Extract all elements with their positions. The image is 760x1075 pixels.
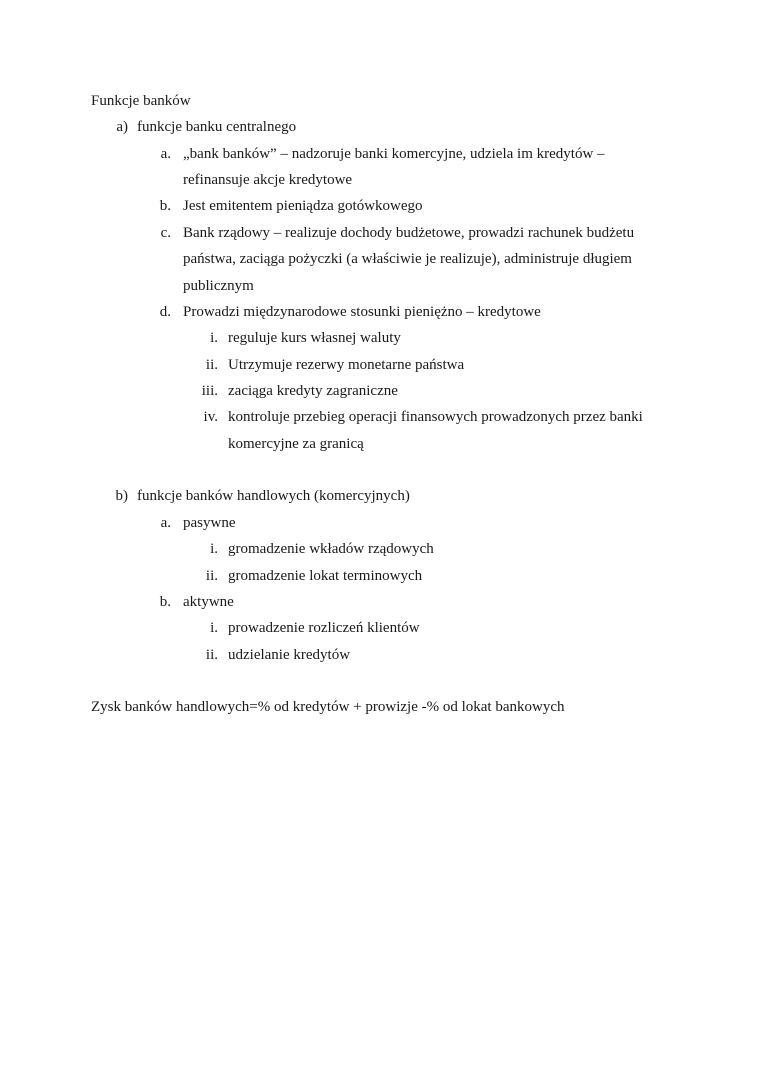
list-item-text: publicznym <box>183 278 254 294</box>
list-item-text: „bank banków” – nadzoruje banki komercyjne, udziela im kredytów – <box>183 146 605 162</box>
sub-item-text: zaciąga kredyty zagraniczne <box>228 383 398 399</box>
list-item-marker: a. <box>160 515 171 531</box>
sub-item-text: gromadzenie lokat terminowych <box>228 568 423 584</box>
list-item-marker: b. <box>159 198 171 214</box>
list-item-marker: d. <box>159 304 171 320</box>
list-item-text: państwa, zaciąga pożyczki (a właściwie je realizuje), administruje długiem <box>183 251 632 267</box>
profit-formula: Zysk banków handlowych=% od kredytów + prowizje -% od lokat bankowych <box>91 699 565 715</box>
sub-item-text: prowadzenie rozliczeń klientów <box>228 620 420 636</box>
sub-item-marker: i. <box>210 330 218 346</box>
sub-item-text: udzielanie kredytów <box>228 647 351 663</box>
list-item-text: Jest emitentem pieniądza gotówkowego <box>183 198 423 214</box>
sub-item-marker: ii. <box>205 357 218 373</box>
list-item-marker: c. <box>160 225 171 241</box>
list-item-marker: a. <box>160 146 171 162</box>
sub-item-text: Utrzymuje rezerwy monetarne państwa <box>228 357 465 373</box>
list-item-marker: b. <box>159 594 171 610</box>
sub-item-marker: iii. <box>201 383 218 399</box>
sub-item-text: kontroluje przebieg operacji finansowych prowadzonych przez banki <box>228 409 643 425</box>
section-b-marker: b) <box>115 488 128 504</box>
section-a-marker: a) <box>116 119 128 135</box>
section-b-heading: funkcje banków handlowych (komercyjnych) <box>137 488 410 504</box>
sub-item-marker: i. <box>210 620 218 636</box>
page-title: Funkcje banków <box>91 93 191 109</box>
sub-item-marker: iv. <box>203 409 218 425</box>
list-item-text: Prowadzi międzynarodowe stosunki pieniężno – kredytowe <box>183 304 541 320</box>
sub-item-text: gromadzenie wkładów rządowych <box>228 541 434 557</box>
section-a-heading: funkcje banku centralnego <box>137 119 297 135</box>
list-item-text: Bank rządowy – realizuje dochody budżetowe, prowadzi rachunek budżetu <box>183 225 635 241</box>
list-item-text: refinansuje akcje kredytowe <box>183 172 353 188</box>
sub-item-marker: i. <box>210 541 218 557</box>
sub-item-text: reguluje kurs własnej waluty <box>228 330 401 346</box>
sub-item-marker: ii. <box>205 647 218 663</box>
sub-item-marker: ii. <box>205 568 218 584</box>
sub-item-text: komercyjne za granicą <box>228 436 364 452</box>
list-item-text: aktywne <box>183 594 234 610</box>
list-item-text: pasywne <box>183 515 236 531</box>
